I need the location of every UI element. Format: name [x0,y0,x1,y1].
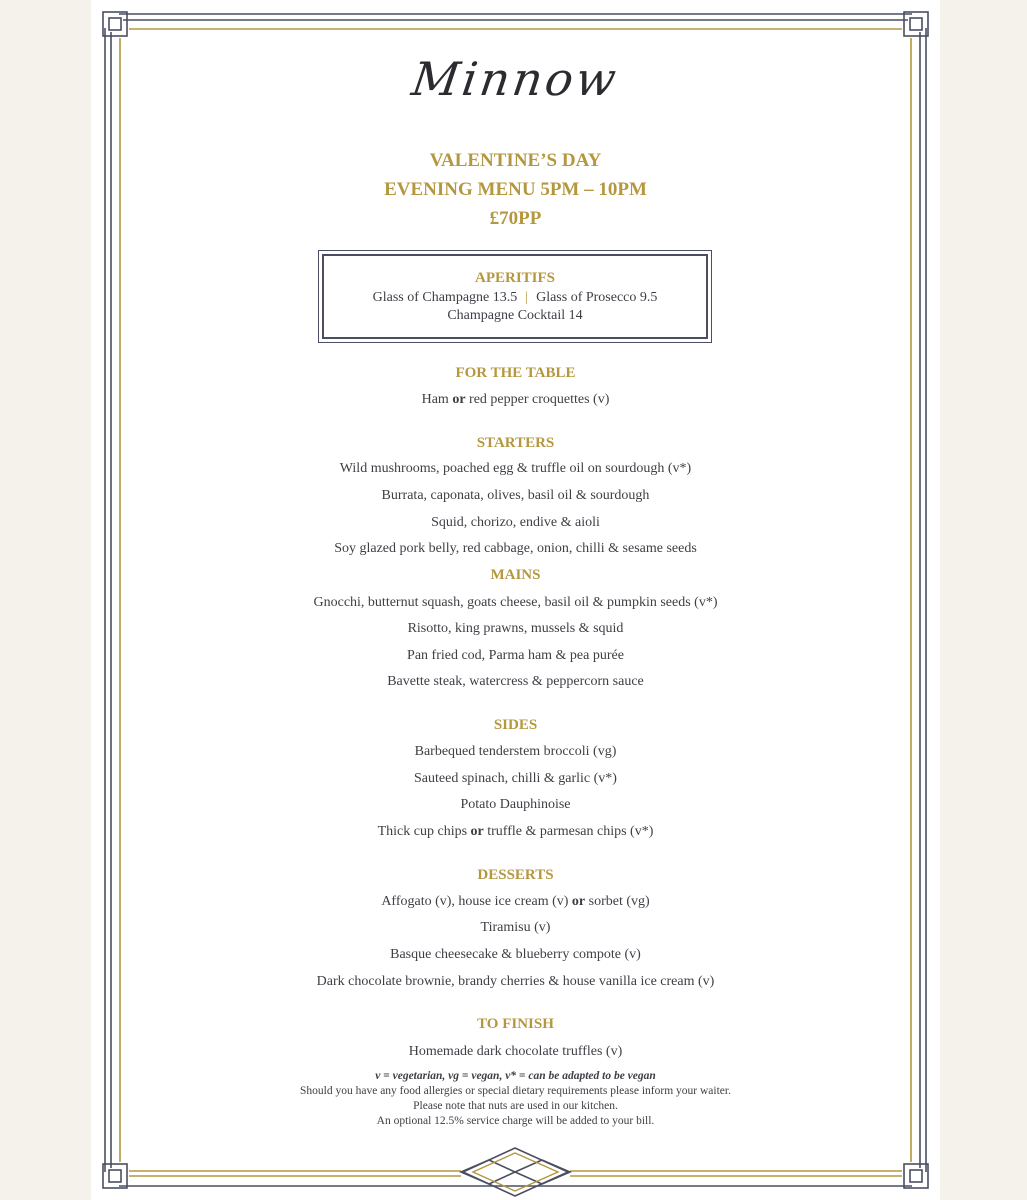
aperitifs-line-1 [324,290,706,306]
menu-item: Dark chocolate brownie, brandy cherries & house vanilla ice cream (v) [316,974,715,989]
menu-item: Basque cheesecake & blueberry compote (v) [390,947,641,962]
menu-item: Potato Dauphinoise [460,797,571,812]
or-word: or [452,392,466,407]
menu-item-text: Affogato (v), house ice cream (v) [381,894,572,909]
menu-item: Homemade dark chocolate truffles (v) [408,1044,623,1059]
menu-item: Bavette steak, watercress & peppercorn sauce [387,674,644,689]
menu-item: Pan fried cod, Parma ham & pea purée [407,648,624,663]
aperitif-item: Glass of Champagne 13.5 [372,290,518,305]
section-title-starters: STARTERS [476,435,555,451]
aperitifs-box [322,254,708,339]
diamond-ornament-icon [461,1148,570,1196]
menu-item: Burrata, caponata, olives, basil oil & sourdough [381,488,650,503]
menu-item: Gnocchi, butternut squash, goats cheese, basil oil & pumpkin seeds (v*) [313,595,718,610]
dietary-legend: v = vegetarian, vg = vegan, v* = can be adapted to be vegan [375,1070,656,1082]
section-title-sides: SIDES [493,717,538,733]
nuts-note: Please note that nuts are used in our kitchen. [413,1100,618,1112]
menu-item: Wild mushrooms, poached egg & truffle oil on sourdough (v*) [339,461,692,476]
aperitif-item: Glass of Prosecco 9.5 [536,290,658,305]
restaurant-logo: Minnow [408,52,623,106]
aperitif-item: Champagne Cocktail 14 [447,308,583,323]
menu-item: Soy glazed pork belly, red cabbage, onion, chilli & sesame seeds [334,541,697,556]
menu-page [91,0,940,1200]
aperitifs-title: APERITIFS [474,270,556,286]
section-title-for-the-table: FOR THE TABLE [455,365,576,381]
menu-item-text: red pepper croquettes (v) [465,392,610,407]
menu-item: Barbequed tenderstem broccoli (vg) [414,744,617,759]
menu-item [91,392,940,408]
or-word: or [571,894,586,909]
menu-item-text: Ham [421,392,453,407]
menu-item [91,824,940,840]
menu-item: Risotto, king prawns, mussels & squid [407,621,624,636]
menu-item-text: truffle & parmesan chips (v*) [483,824,654,839]
aperitif-separator: | [525,290,529,305]
menu-item-text: sorbet (vg) [585,894,650,909]
menu-title: VALENTINE’S DAY [429,150,602,171]
menu-item [91,894,940,910]
service-charge-note: An optional 12.5% service charge will be added to your bill. [376,1115,655,1127]
menu-price: £70PP [489,208,542,229]
section-title-to-finish: TO FINISH [477,1016,554,1032]
or-word: or [470,824,484,839]
section-title-desserts: DESSERTS [477,867,554,883]
allergy-note: Should you have any food allergies or special dietary requirements please inform your waiter. [300,1085,731,1097]
menu-item: Squid, chorizo, endive & aioli [431,515,600,530]
menu-item: Tiramisu (v) [480,920,551,935]
menu-item: Sauteed spinach, chilli & garlic (v*) [414,771,617,786]
menu-item-text: Thick cup chips [377,824,471,839]
section-title-mains: MAINS [490,567,541,583]
menu-hours: EVENING MENU 5PM – 10PM [384,179,647,200]
